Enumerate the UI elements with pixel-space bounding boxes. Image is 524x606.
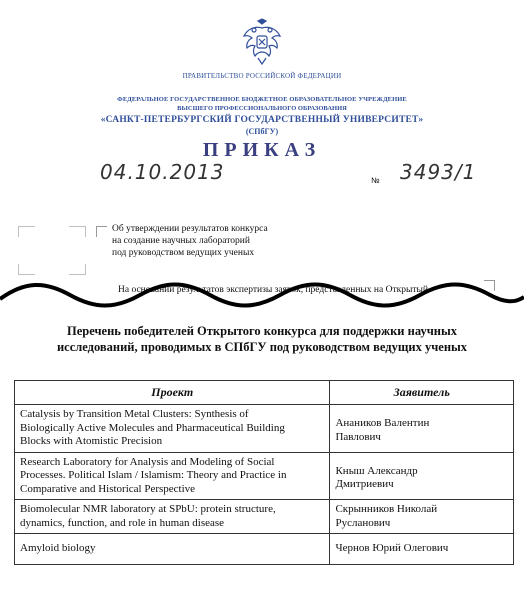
table-row xyxy=(15,405,514,453)
order-subject xyxy=(112,223,268,259)
winners-table xyxy=(14,380,514,565)
project-cell xyxy=(15,452,330,500)
applicant-cell xyxy=(330,452,514,500)
page-cut-divider xyxy=(0,279,524,319)
bracket-corner xyxy=(96,226,107,237)
column-header-applicant: Заявитель xyxy=(330,381,514,405)
government-line: ПРАВИТЕЛЬСТВО РОССИЙСКОЙ ФЕДЕРАЦИИ xyxy=(182,72,342,80)
applicant-text: Анаников Валентин xyxy=(335,417,430,429)
applicant-text: Чернов Юрий Олегович xyxy=(335,542,449,554)
list-heading-line: Перечень победителей Открытого конкурса для поддержки научных xyxy=(67,324,457,338)
project-text: Research Laboratory for Analysis and Modeling of Social xyxy=(20,455,275,468)
applicant-text: Скрынников Николай xyxy=(335,503,438,515)
basis-text: На основании результатов экспертизы заявок, представленных на Открытый xyxy=(118,285,428,295)
project-text: Blocks with Atomistic Precision xyxy=(20,435,163,447)
institution-type-line: ФЕДЕРАЛЬНОЕ ГОСУДАРСТВЕННОЕ БЮДЖЕТНОЕ ОБРАЗОВАТЕЛЬНОЕ УЧРЕЖДЕНИЕ xyxy=(117,96,407,103)
number-sign: № xyxy=(371,176,380,185)
applicant-cell xyxy=(330,405,514,453)
subject-line: Об утверждении результатов конкурса xyxy=(112,224,268,234)
coat-of-arms-icon xyxy=(238,18,286,66)
order-number: 3493/1 xyxy=(400,160,477,184)
project-text: Comparative and Historical Perspective xyxy=(20,482,196,495)
applicant-cell xyxy=(330,500,514,534)
column-header-project: Проект xyxy=(15,381,330,405)
list-heading xyxy=(0,323,524,355)
project-cell xyxy=(15,534,330,565)
subject-line: на создание научных лабораторий xyxy=(112,236,250,246)
bracket-corner xyxy=(18,226,35,237)
bracket-corner xyxy=(69,226,86,237)
table-row xyxy=(15,452,514,500)
subject-line: под руководством ведущих ученых xyxy=(112,248,255,258)
list-heading-line: исследований, проводимых в СПбГУ под руководством ведущих ученых xyxy=(56,340,468,354)
applicant-cell xyxy=(330,534,514,565)
project-text: dynamics, function, and role in human disease xyxy=(20,516,225,529)
applicant-text: Русланович xyxy=(335,516,391,529)
applicant-text: Дмитриевич xyxy=(335,478,394,490)
project-cell xyxy=(15,405,330,453)
table-header-row xyxy=(15,381,514,405)
project-text: Catalysis by Transition Metal Clusters: Synthesis of xyxy=(20,408,249,420)
table-row xyxy=(15,534,514,565)
project-text: Biologically Active Molecules and Pharmaceutical Building xyxy=(20,421,285,434)
bracket-corner xyxy=(18,264,35,275)
document-title: ПРИКАЗ xyxy=(202,139,322,161)
project-cell xyxy=(15,500,330,534)
university-name: «САНКТ-ПЕТЕРБУРГСКИЙ ГОСУДАРСТВЕННЫЙ УНИВЕРСИТЕТ» xyxy=(100,115,424,125)
applicant-text: Кныш Александр xyxy=(335,464,418,477)
project-text: Biomolecular NMR laboratory at SPbU: protein structure, xyxy=(20,503,276,515)
table-row xyxy=(15,500,514,534)
order-date: 04.10.2013 xyxy=(100,160,225,184)
project-text: Amyloid biology xyxy=(20,542,96,554)
project-text: Processes. Political Islam / Islamism: Theory and Practice in xyxy=(20,469,287,481)
applicant-text: Павлович xyxy=(335,430,381,443)
university-abbr: (СПбГУ) xyxy=(245,127,279,136)
institution-type-line-2: ВЫСШЕГО ПРОФЕССИОНАЛЬНОГО ОБРАЗОВАНИЯ xyxy=(177,105,347,112)
bracket-corner xyxy=(69,264,86,275)
